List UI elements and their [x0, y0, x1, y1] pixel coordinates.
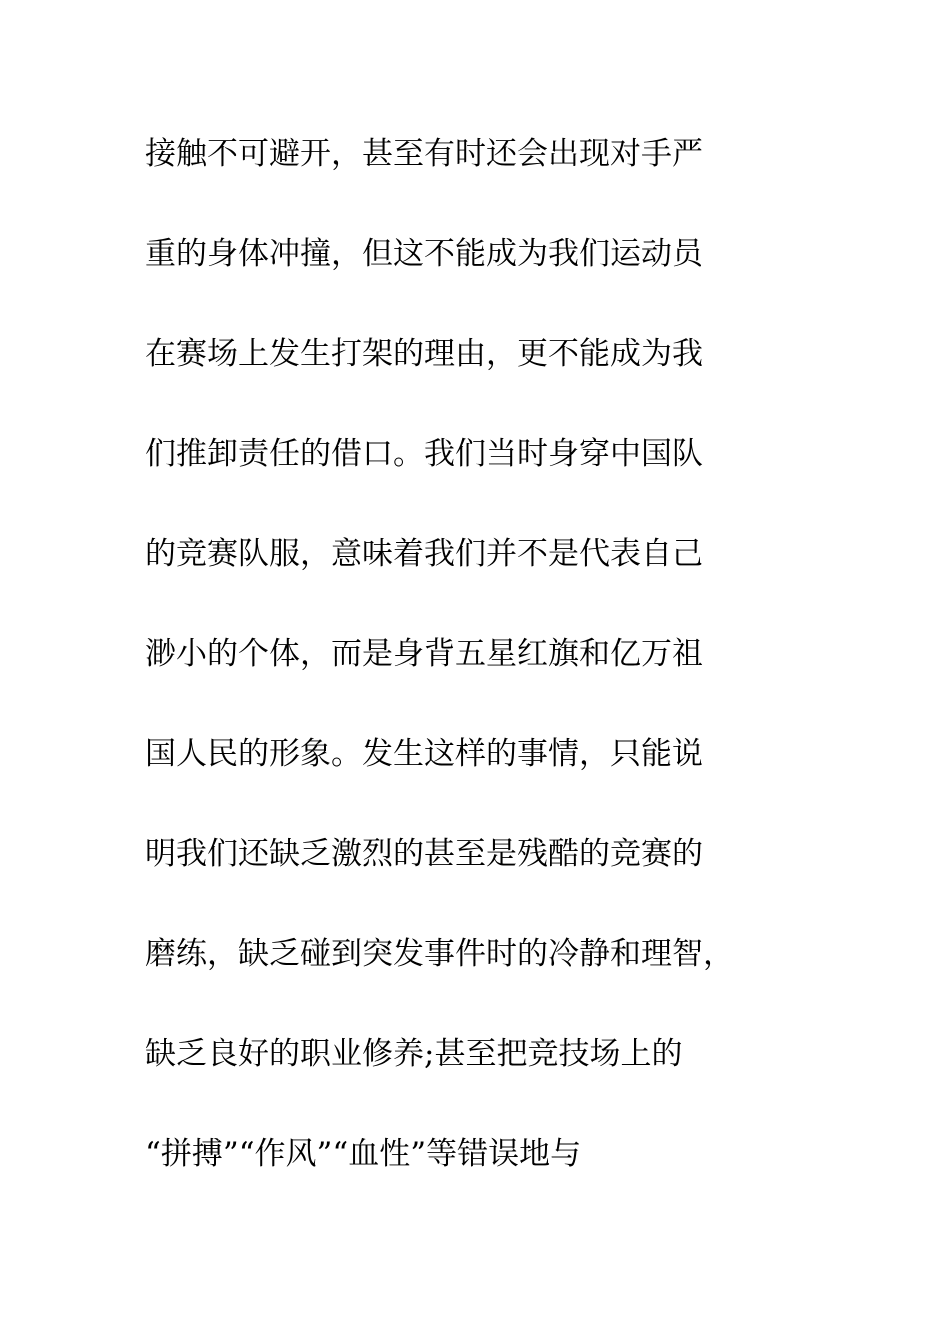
- text-line: 的竞赛队服，意味着我们并不是代表自己: [145, 536, 703, 572]
- text-line: 在赛场上发生打架的理由，更不能成为我: [145, 336, 703, 372]
- text-line: 们推卸责任的借口。我们当时身穿中国队: [145, 436, 703, 472]
- text-line: 接触不可避开，甚至有时还会出现对手严: [145, 136, 703, 172]
- text-line: 渺小的个体，而是身背五星红旗和亿万祖: [145, 636, 703, 672]
- body-text: [145, 126, 815, 1226]
- text-line: 重的身体冲撞，但这不能成为我们运动员: [145, 236, 703, 272]
- text-line: 国人民的形象。发生这样的事情，只能说: [145, 736, 703, 772]
- text-line: “拼搏”“作风”“血性”等错误地与: [145, 1136, 582, 1172]
- text-line: 缺乏良好的职业修养;甚至把竞技场上的: [145, 1036, 683, 1072]
- text-line: 明我们还缺乏激烈的甚至是残酷的竞赛的: [145, 836, 703, 872]
- text-line: 磨练，缺乏碰到突发事件时的冷静和理智，: [145, 936, 734, 972]
